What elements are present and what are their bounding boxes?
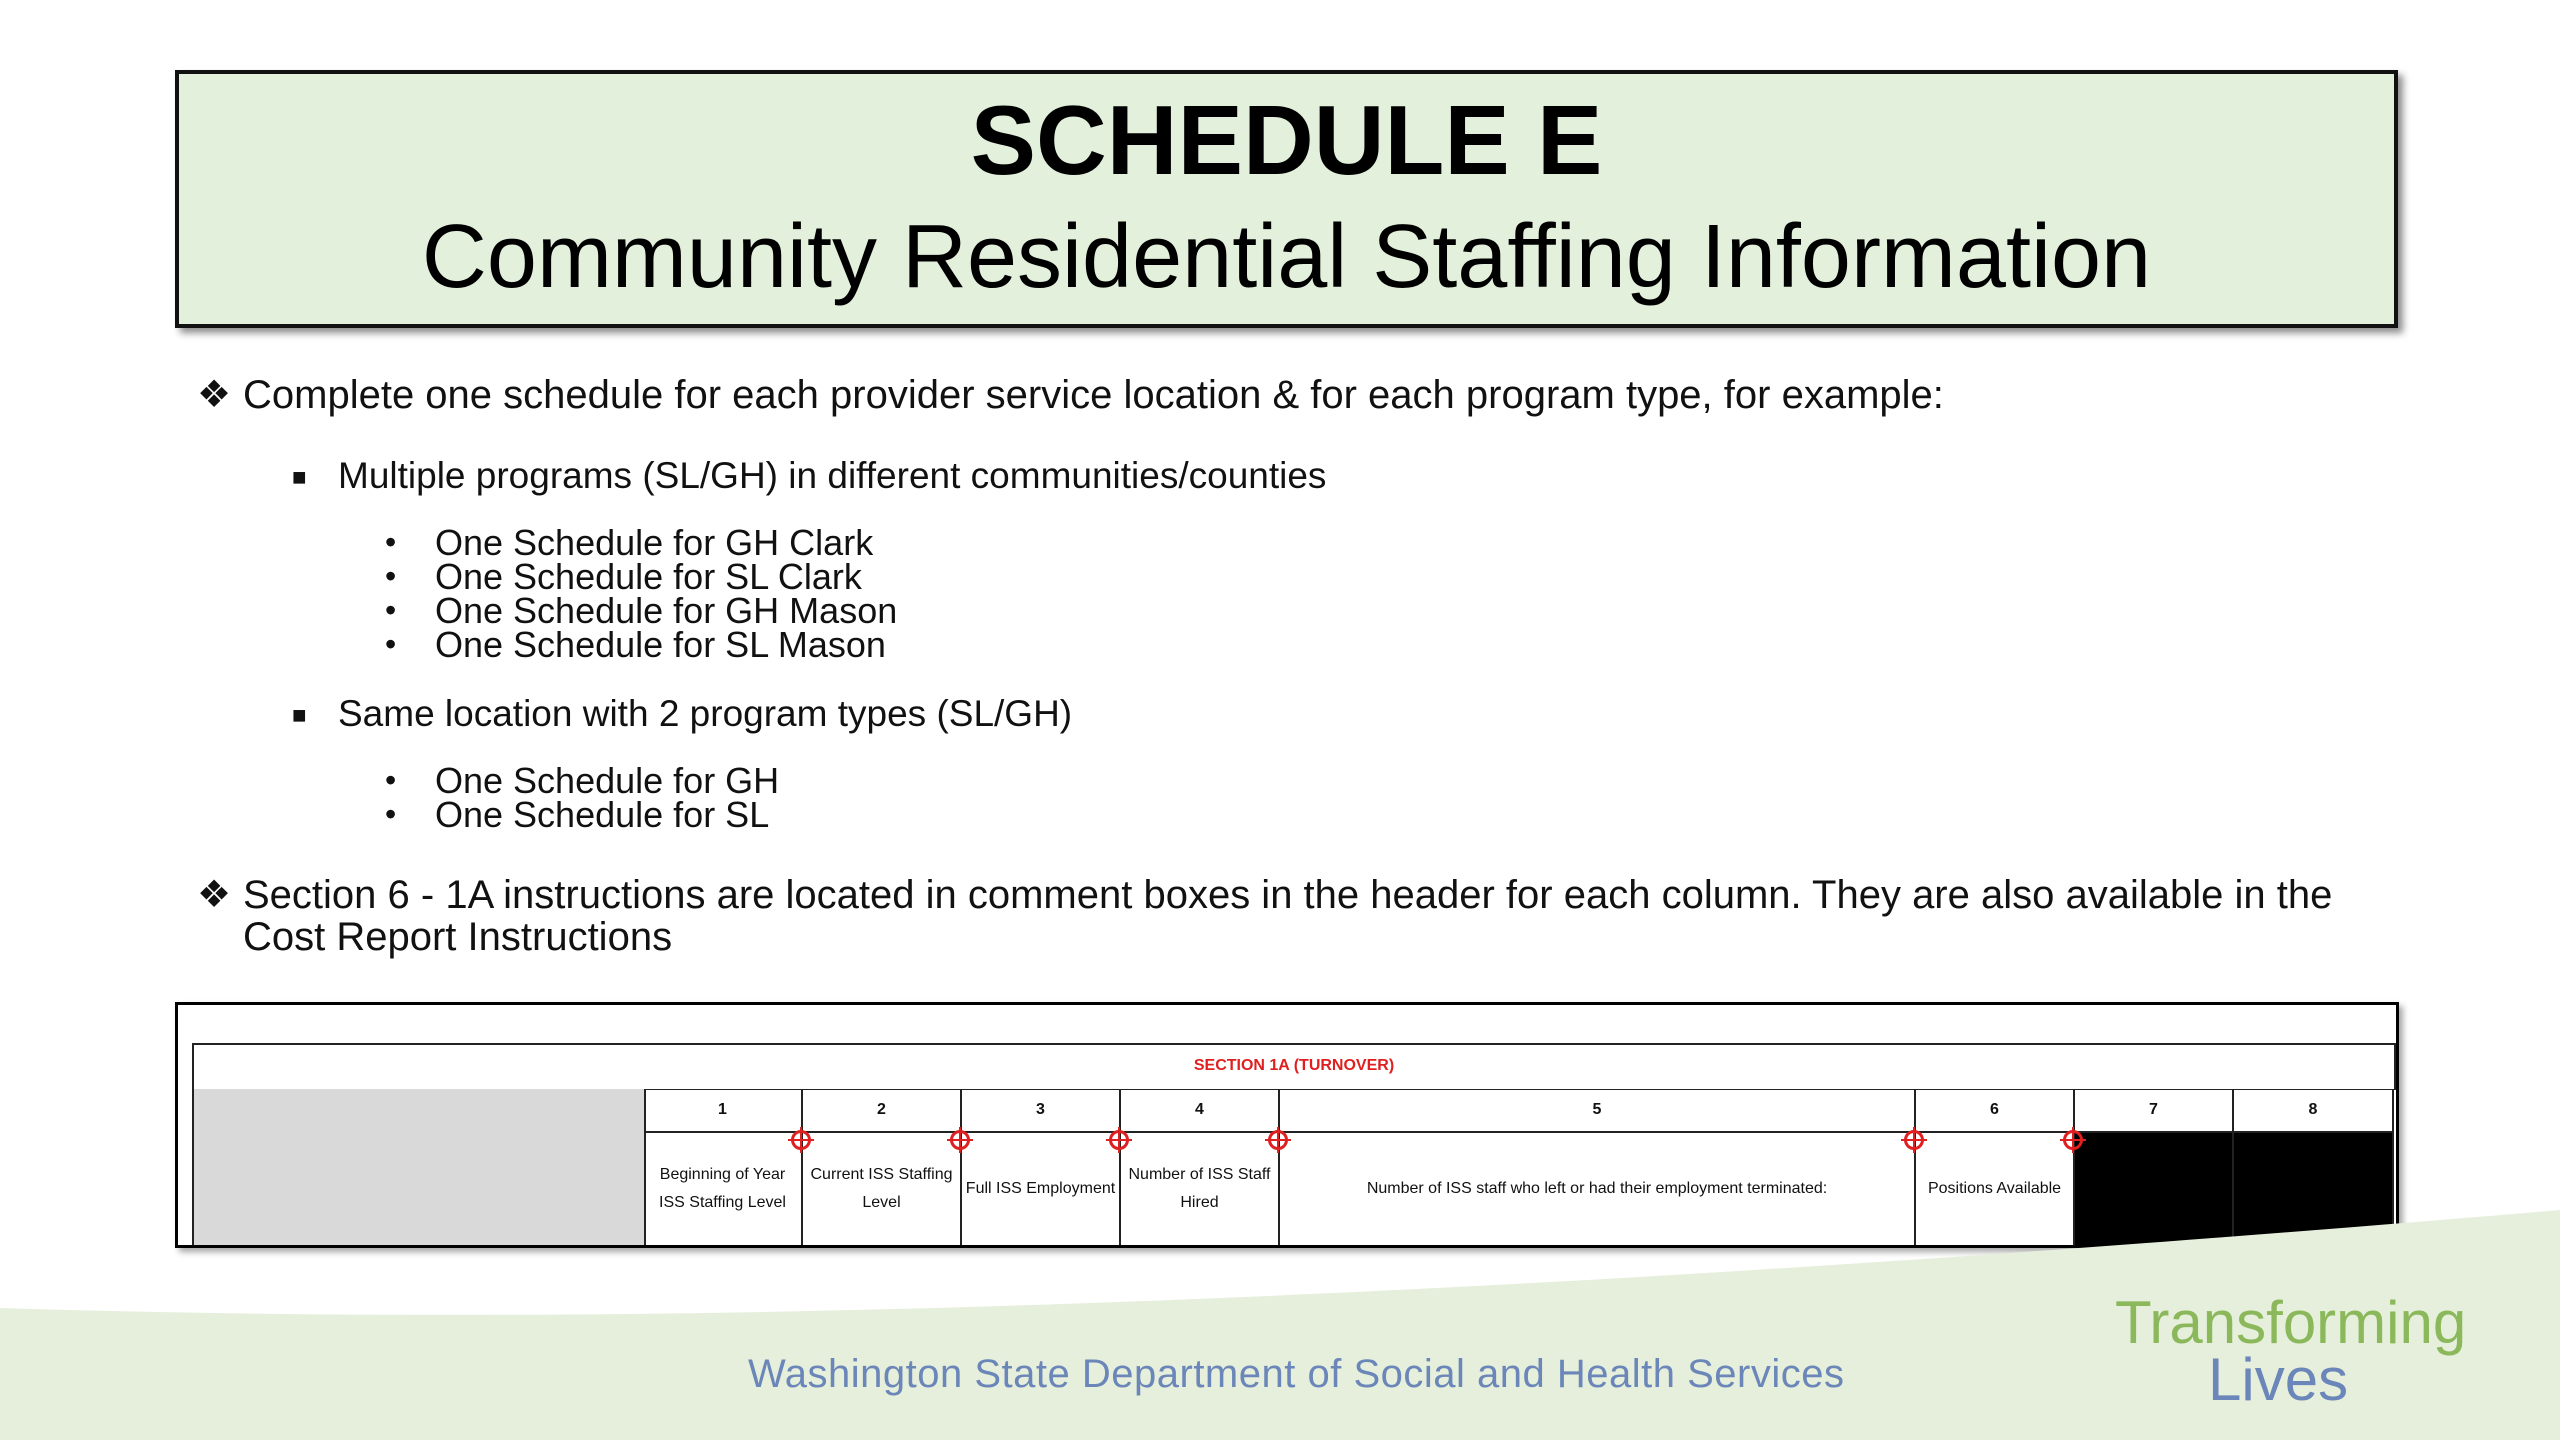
dot-bullet-icon: • xyxy=(385,592,397,628)
sub-bullet-2-text: Same location with 2 program types (SL/GH) xyxy=(338,693,1073,734)
column-number: 6 xyxy=(1916,1089,2073,1133)
list-item-text: One Schedule for GH xyxy=(435,760,780,801)
comment-marker-icon[interactable] xyxy=(1268,1130,1288,1150)
sub-bullet-1-text: Multiple programs (SL/GH) in different communities/counties xyxy=(338,455,1327,496)
comment-marker-icon[interactable] xyxy=(1109,1130,1129,1150)
list-item-text: One Schedule for SL Clark xyxy=(435,556,862,597)
comment-marker-icon[interactable] xyxy=(2063,1130,2083,1150)
dot-bullet-icon: • xyxy=(385,524,397,560)
main-bullet-1-text: Complete one schedule for each provider service location & for each program type, for example: xyxy=(243,373,1944,417)
column-number: 2 xyxy=(803,1089,960,1133)
section-label: SECTION 1A (TURNOVER) xyxy=(1193,1057,1395,1074)
column-header: Current ISS Staffing Level xyxy=(810,1166,953,1211)
square-bullet-icon: ■ xyxy=(292,464,307,491)
section-header-row xyxy=(192,1043,2396,1090)
four-diamond-bullet-icon: ❖ xyxy=(197,874,232,916)
column-number: 3 xyxy=(962,1089,1119,1133)
title-box xyxy=(175,70,2398,328)
column-header: Positions Available xyxy=(1927,1180,2062,1197)
comment-marker-icon[interactable] xyxy=(1904,1130,1924,1150)
column-header: Beginning of Year ISS Staffing Level xyxy=(659,1166,786,1211)
brand-lives: Lives xyxy=(2208,1346,2349,1413)
brand-transforming: Transforming xyxy=(2115,1289,2467,1356)
four-diamond-bullet-icon: ❖ xyxy=(197,374,232,416)
dot-bullet-icon: • xyxy=(385,796,397,832)
list-item-text: One Schedule for SL Mason xyxy=(435,624,886,665)
column-number: 5 xyxy=(1280,1089,1914,1133)
list-item-text: One Schedule for GH Clark xyxy=(435,522,874,563)
column-header: Number of ISS staff who left or had their employment terminated: xyxy=(1366,1180,1828,1197)
comment-marker-icon[interactable] xyxy=(791,1130,811,1150)
dot-bullet-icon: • xyxy=(385,626,397,662)
column-number: 4 xyxy=(1121,1089,1278,1133)
list-item-text: One Schedule for SL xyxy=(435,794,770,835)
column-number: 8 xyxy=(2234,1089,2392,1133)
column-number: 7 xyxy=(2075,1089,2232,1133)
column-header: Full ISS Employment xyxy=(965,1180,1116,1197)
slide-title: SCHEDULE E xyxy=(970,85,1603,195)
dot-bullet-icon: • xyxy=(385,558,397,594)
main-bullet-2-text: Section 6 - 1A instructions are located in comment boxes in the header for each column. They are also available in the Cost Report Instructions xyxy=(243,873,2333,959)
column-number: 1 xyxy=(644,1089,801,1133)
dot-bullet-icon: • xyxy=(385,762,397,798)
department-name: Washington State Department of Social and Health Services xyxy=(748,1352,1845,1396)
column-header: Number of ISS Staff Hired xyxy=(1128,1166,1271,1211)
square-bullet-icon: ■ xyxy=(292,702,307,729)
slide-subtitle: Community Residential Staffing Information xyxy=(421,207,2152,307)
comment-marker-icon[interactable] xyxy=(950,1130,970,1150)
list-item-text: One Schedule for GH Mason xyxy=(435,590,898,631)
